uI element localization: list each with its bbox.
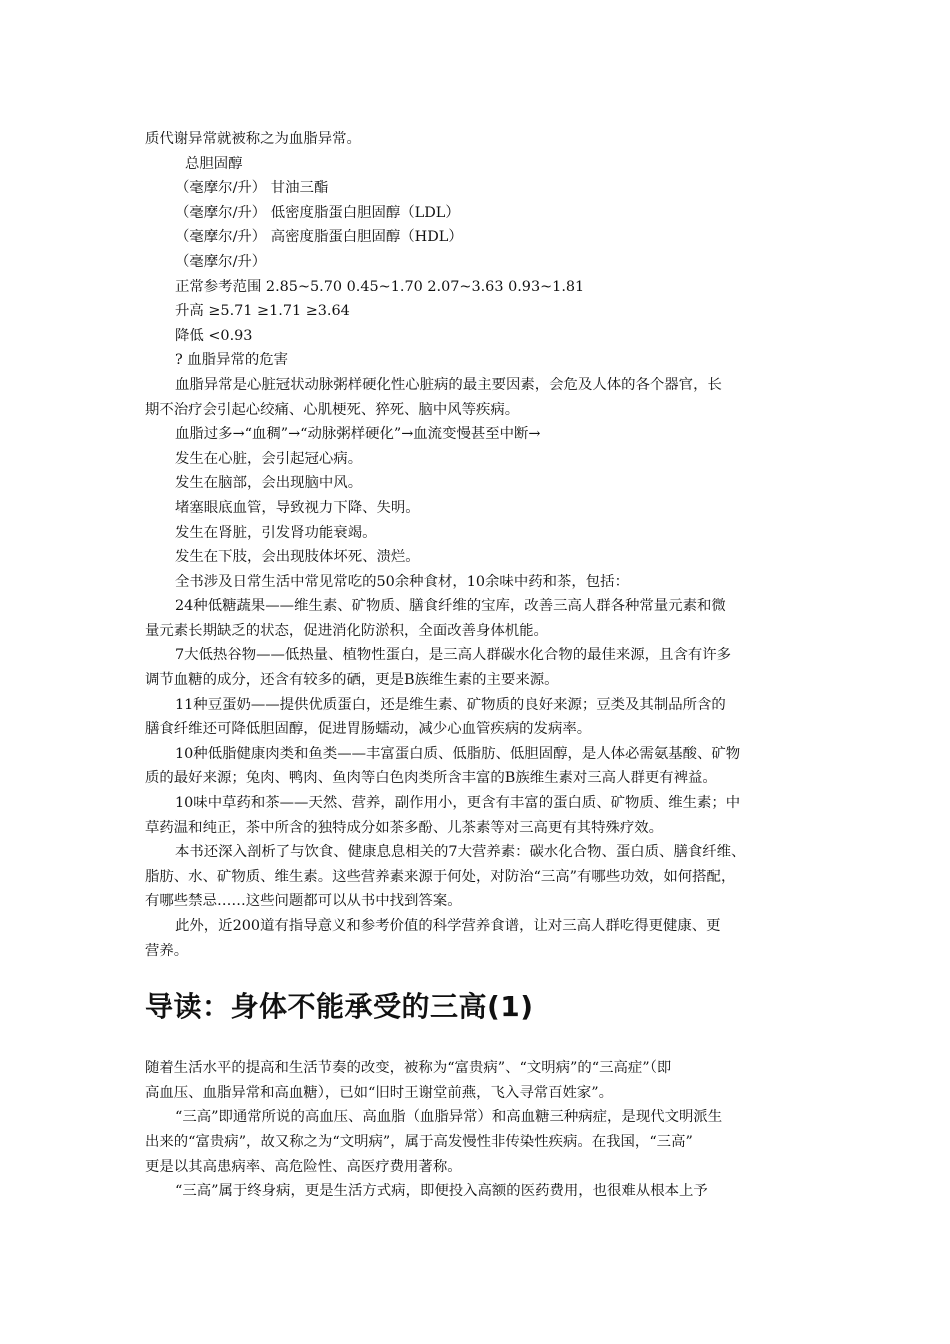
paragraph-line: 有哪些禁忌……这些问题都可以从书中找到答案。 <box>145 893 462 910</box>
table-header-line: （毫摩尔/升） 低密度脂蛋白胆固醇（LDL） <box>175 204 460 221</box>
table-row-low: 降低 <0.93 <box>175 327 253 344</box>
paragraph-line: 10味中草药和茶——天然、营养，副作用小，更含有丰富的蛋白质、矿物质、维生素；中 <box>175 795 741 812</box>
paragraph-line: 膳食纤维还可降低胆固醇，促进胃肠蠕动，减少心血管疾病的发病率。 <box>145 721 592 738</box>
table-row-normal: 正常参考范围 2.85~5.70 0.45~1.70 2.07~3.63 0.93~1.81 <box>175 278 585 295</box>
table-header-line: （毫摩尔/升） <box>175 253 267 270</box>
paragraph-line: 脂肪、水、矿物质、维生素。这些营养素来源于何处，对防治“三高”有哪些功效，如何搭配， <box>145 868 736 885</box>
paragraph-line: 全书涉及日常生活中常见常吃的50余种食材，10余味中药和茶，包括： <box>175 573 629 590</box>
intro-section <box>145 1056 813 1204</box>
paragraph-line: 7大低热谷物——低热量、植物性蛋白，是三高人群碳水化合物的最佳来源，且含有许多 <box>175 647 732 664</box>
text-line: 质代谢异常就被称之为血脂异常。 <box>145 131 361 147</box>
paragraph-line: 更是以其高患病率、高危险性、高医疗费用著称。 <box>145 1158 462 1175</box>
paragraph-line: 营养。 <box>145 942 189 959</box>
paragraph-line: 24种低糖蔬果——维生素、矿物质、膳食纤维的宝库，改善三高人群各种常量元素和微 <box>175 598 726 615</box>
subheading: ? 血脂异常的危害 <box>175 352 289 369</box>
paragraph-line: 发生在心脏，会引起冠心病。 <box>175 450 363 467</box>
paragraph-line: 血脂过多→“血稠”→“动脉粥样硬化”→血流变慢甚至中断→ <box>175 426 541 443</box>
table-header-line: （毫摩尔/升） 高密度脂蛋白胆固醇（HDL） <box>175 229 463 246</box>
paragraph-line: 此外，近200道有指导意义和参考价值的科学营养食谱，让对三高人群吃得更健康、更 <box>175 918 721 934</box>
lipid-section <box>145 127 813 963</box>
paragraph-line: 发生在下肢，会出现肢体坏死、溃烂。 <box>175 549 420 566</box>
paragraph-line: 调节血糖的成分，还含有较多的硒，更是B族维生素的主要来源。 <box>145 672 559 689</box>
paragraph-line: 发生在肾脏，引发肾功能衰竭。 <box>175 524 377 541</box>
paragraph-line: 11种豆蛋奶——提供优质蛋白，还是维生素、矿物质的良好来源；豆类及其制品所含的 <box>175 696 726 713</box>
paragraph-line: “三高”属于终身病，更是生活方式病，即便投入高额的医药费用，也很难从根本上予 <box>175 1183 708 1200</box>
paragraph-line: “三高”即通常所说的高血压、高血脂（血脂异常）和高血糖三种病症，是现代文明派生 <box>175 1109 723 1126</box>
paragraph-line: 发生在脑部，会出现脑中风。 <box>175 475 363 492</box>
paragraph-line: 随着生活水平的提高和生活节奏的改变，被称为“富贵病”、“文明病”的“三高症”（即 <box>145 1060 672 1077</box>
paragraph-line: 草药温和纯正，茶中所含的独特成分如茶多酚、儿茶素等对三高更有其特殊疗效。 <box>145 819 664 836</box>
table-header-line: （毫摩尔/升） 甘油三酯 <box>175 180 329 197</box>
table-header-line: 总胆固醇 <box>185 155 243 172</box>
paragraph-line: 堵塞眼底血管，导致视力下降、失明。 <box>175 499 420 516</box>
paragraph-line: 高血压、血脂异常和高血糖），已如“旧时王谢堂前燕，飞入寻常百姓家”。 <box>145 1084 614 1101</box>
paragraph-line: 期不治疗会引起心绞痛、心肌梗死、猝死、脑中风等疾病。 <box>145 401 520 418</box>
section-heading: 导读：身体不能承受的三高(1) <box>145 990 534 1024</box>
paragraph-line: 血脂异常是心脏冠状动脉粥样硬化性心脏病的最主要因素，会危及人体的各个器官，长 <box>175 376 722 393</box>
document-page <box>145 127 813 1204</box>
table-row-high: 升高 ≥5.71 ≥1.71 ≥3.64 <box>175 303 350 320</box>
paragraph-line: 量元素长期缺乏的状态，促进消化防淤积，全面改善身体机能。 <box>145 622 548 639</box>
spacer <box>145 1027 813 1056</box>
paragraph-line: 出来的“富贵病”，故又称之为“文明病”，属于高发慢性非传染性疾病。在我国，“三高” <box>145 1133 693 1150</box>
paragraph-line: 10种低脂健康肉类和鱼类——丰富蛋白质、低脂肪、低胆固醇，是人体必需氨基酸、矿物 <box>175 745 741 762</box>
paragraph-line: 本书还深入剖析了与饮食、健康息息相关的7大营养素：碳水化合物、蛋白质、膳食纤维、 <box>175 844 746 861</box>
paragraph-line: 质的最好来源；兔肉、鸭肉、鱼肉等白色肉类所含丰富的B族维生素对三高人群更有裨益。 <box>145 770 717 787</box>
spacer <box>145 963 813 987</box>
